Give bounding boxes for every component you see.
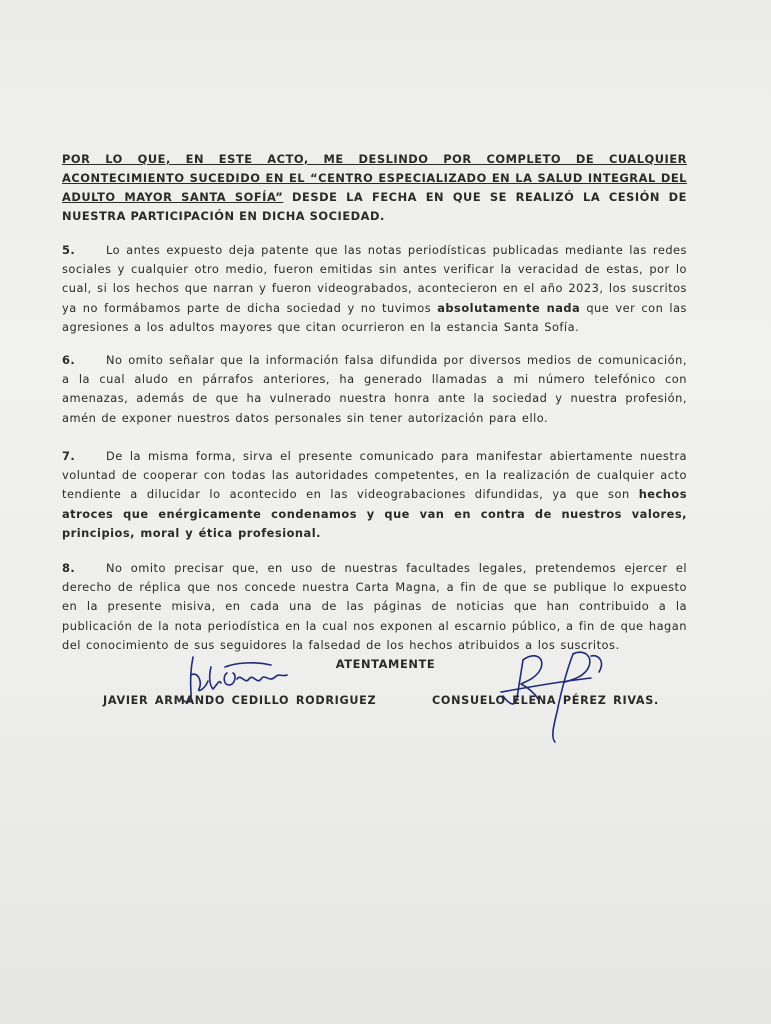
paragraph-number: 7. xyxy=(62,449,76,463)
paragraph-6 xyxy=(62,351,687,428)
paragraph-text-end: que ver con las agresiones a los adultos mayores que citan ocurrieron en la estancia Santa Sofía. xyxy=(62,300,687,334)
intro-underlined-text: POR LO QUE, EN ESTE ACTO, ME DESLINDO POR COMPLETO DE CUALQUIER ACONTECIMIENTO SUCEDIDO EN EL “CENTRO ESPECIALIZADO EN LA SALUD INTEGRAL DEL ADULTO MAYOR SANTA SOFÍA” xyxy=(62,152,687,204)
paragraph-7 xyxy=(62,447,687,543)
paragraph-5 xyxy=(62,241,687,337)
paragraph-8 xyxy=(62,559,687,655)
paragraph-text: Lo antes expuesto deja patente que las notas periodísticas publicadas mediante las redes sociales y cualquier otro medio, fueron emitidas sin antes verificar la veracidad de estas, por lo cual, si los hechos que narran y fueron videograbados, acontecieron en el año 2023, los suscritos ya no formábamos parte de dicha sociedad y no tuvimos xyxy=(62,243,687,315)
intro-statement xyxy=(62,150,687,226)
signatory-name-left: JAVIER ARMANDO CEDILLO RODRIGUEZ xyxy=(103,694,377,707)
paragraph-text: De la misma forma, sirva el presente comunicado para manifestar abiertamente nuestra voluntad de cooperar con todas las autoridades competentes, en la realización de cualquier acto tendiente a dilucidar lo acontecido en las videograbaciones difundidas, ya que son xyxy=(62,449,687,502)
paragraph-number: 5. xyxy=(62,243,76,257)
paragraph-text: No omito precisar que, en uso de nuestras facultades legales, pretendemos ejercer el derecho de réplica que nos concede nuestra Carta Magna, a fin de que se publique lo expuesto en la presente misiva, en cada una de las páginas de noticias que han contribuido a la publicación de la nota periodística en la cual nos exponen al escarnio público, a fin de que hagan del conocimiento de sus seguidores la falsedad de los hechos atribuidos a los suscritos. xyxy=(62,561,687,652)
signatory-name-right: CONSUELO ELENA PÉREZ RIVAS. xyxy=(432,694,659,707)
intro-rest-text: DESDE LA FECHA EN QUE SE REALIZÓ LA CESIÓN DE NUESTRA PARTICIPACIÓN EN DICHA SOCIEDAD. xyxy=(62,190,688,223)
paragraph-number: 8. xyxy=(62,561,76,575)
closing-salutation: ATENTAMENTE xyxy=(335,657,436,671)
paragraph-bold-text: hechos atroces que enérgicamente condenamos y que van en contra de nuestros valores, principios, moral y ética profesional. xyxy=(62,487,687,540)
paragraph-bold-text: absolutamente nada xyxy=(437,300,581,315)
paragraph-number: 6. xyxy=(62,353,76,367)
paragraph-text: No omito señalar que la información falsa difundida por diversos medios de comunicación, a la cual aludo en párrafos anteriores, ha generado llamadas a mi número telefónico con amenazas, además de que ha vulnerado nuestra honra ante la sociedad y nuestra profesión, amén de exponer nuestros datos personales sin tener autorización para ello. xyxy=(62,353,687,425)
